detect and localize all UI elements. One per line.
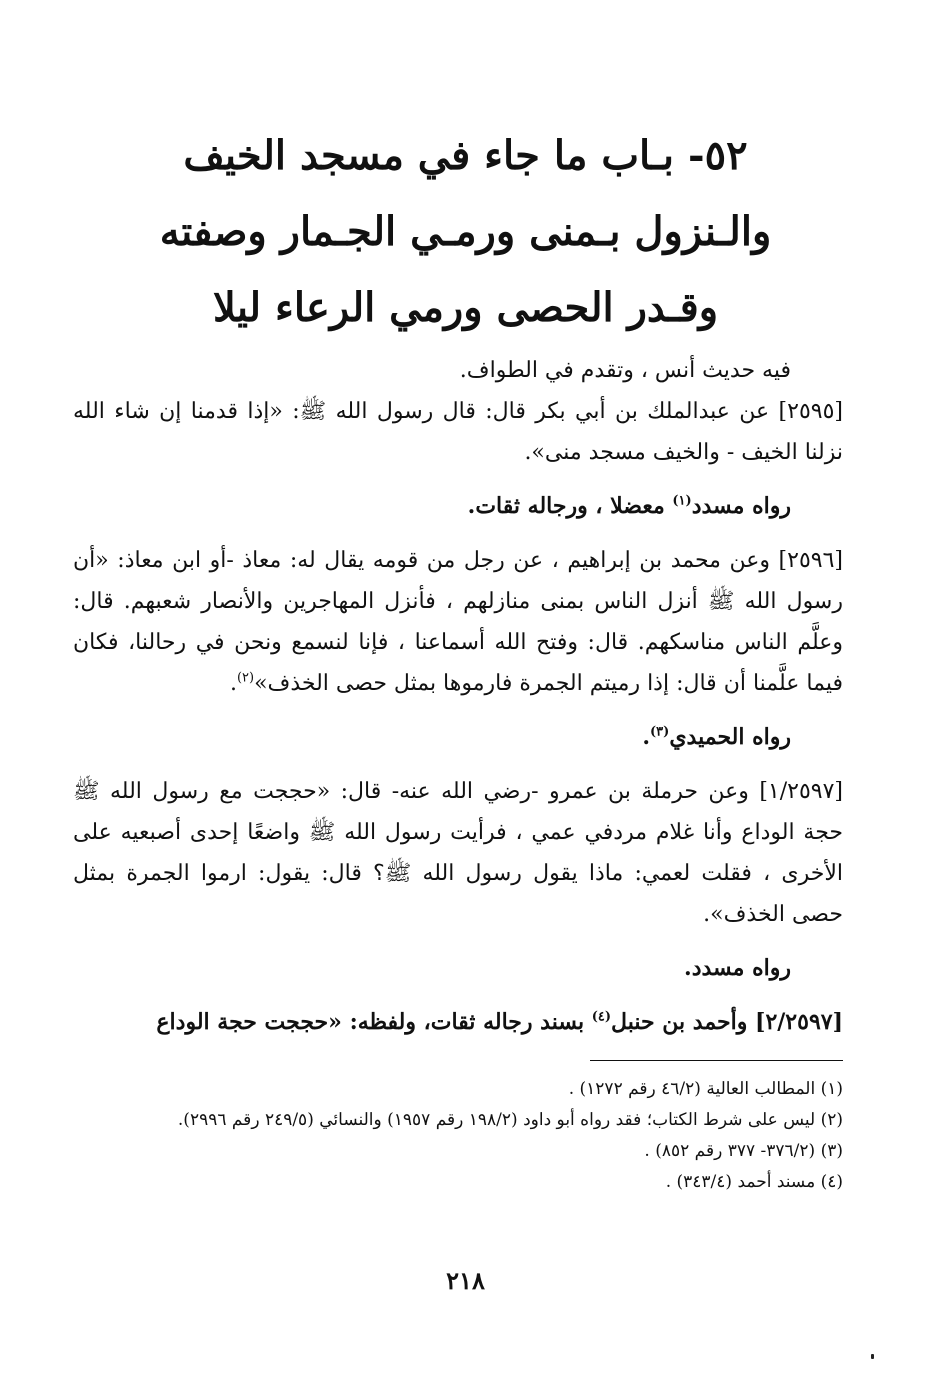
- footnote-ref-1: (١): [672, 493, 692, 509]
- intro-paragraph: فيه حديث أنس ، وتقدم في الطواف.: [459, 358, 791, 383]
- hadith-2596-text: [٢٥٩٦] وعن محمد بن إبراهيم ، عن رجل من قومه يقال له: معاذ -أو ابن معاذ: «أن رسول الله ﷺ أنزل الناس بمنى منازلهم ، فأنزل المهاجرين والأنصار شعبهم. قال: وعلَّم الناس مناسكهم. قال: وفتح الله أسماعنا ، فإنا لنسمع ونحن في رحالنا، فكان فيما علَّمنا أن قال: إذا رميتم الجمرة فارموها بمثل حصى الخذف»: [73, 548, 843, 696]
- footnote-ref-2: (٢): [236, 670, 255, 686]
- narration-2595: [73, 486, 843, 527]
- hadith-2595: [٢٥٩٥] عن عبدالملك بن أبي بكر قال: قال رسول الله ﷺ: «إذا قدمنا إن شاء الله نزلنا الخيف - والخيف مسجد منى».: [73, 399, 843, 465]
- chapter-title: [100, 118, 831, 346]
- scan-speck: [871, 1354, 874, 1359]
- hadith-2597-1: [١/٢٥٩٧] وعن حرملة بن عمرو -رضي الله عنه- قال: «حججت مع رسول الله ﷺ حجة الوداع وأنا غلام مردفي عمي ، فرأيت رسول الله ﷺ واضعًا إحدى أصبعيه على الأخرى ، فقلت لعمي: ماذا يقول رسول الله ﷺ؟ قال: يقول: ارموا الجمرة بمثل حصى الخذف».: [73, 779, 843, 927]
- narration-2596-text: رواه الحميدي: [669, 724, 791, 750]
- footnote-separator: [590, 1060, 843, 1061]
- page-number: ٢١٨: [446, 1266, 485, 1295]
- footnote-1: (١) المطالب العالية (٤٦/٢ رقم ١٢٧٢) .: [568, 1079, 843, 1099]
- narration-2597-1: رواه مسدد.: [684, 955, 791, 981]
- narration-2595-grading: معضلا ، ورجاله ثقات.: [467, 493, 673, 519]
- chapter-title-line-1: ٥٢- بـاب ما جاء في مسجد الخيف: [183, 132, 748, 179]
- footnote-2: (٢) ليس على شرط الكتاب؛ فقد رواه أبو داود (١٩٨/٢ رقم ١٩٥٧) والنسائي (٢٤٩/٥ رقم ٢٩٩٦).: [177, 1110, 843, 1130]
- chapter-title-line-3: وقـدر الحصى ورمي الرعاء ليلا: [212, 284, 719, 331]
- main-text: [73, 350, 843, 1043]
- hadith-2597-2-number: [٢/٢٥٩٧] وأحمد بن حنبل: [611, 1009, 843, 1035]
- footnote-ref-4: (٤): [591, 1009, 612, 1025]
- footnotes: [73, 1076, 843, 1200]
- narration-2596: [73, 717, 843, 758]
- hadith-2596-end: .: [229, 671, 237, 696]
- hadith-2597-2: [73, 1002, 843, 1043]
- footnote-3: (٣) (٣٧٦/٢- ٣٧٧ رقم ٨٥٢) .: [644, 1141, 843, 1161]
- footnote-4: (٤) مسند أحمد (٣٤٣/٤) .: [665, 1172, 843, 1192]
- narration-2596-end: .: [642, 724, 651, 750]
- chapter-title-line-2: والـنزول بـمنى ورمـي الجـمار وصفته: [159, 208, 772, 255]
- hadith-2596: [73, 540, 843, 704]
- narration-2595-text: رواه مسدد: [691, 493, 791, 519]
- hadith-2597-2-text: بسند رجاله ثقات، ولفظه: «حججت حجة الوداع: [156, 1009, 592, 1035]
- footnote-ref-3: (٣): [650, 724, 670, 740]
